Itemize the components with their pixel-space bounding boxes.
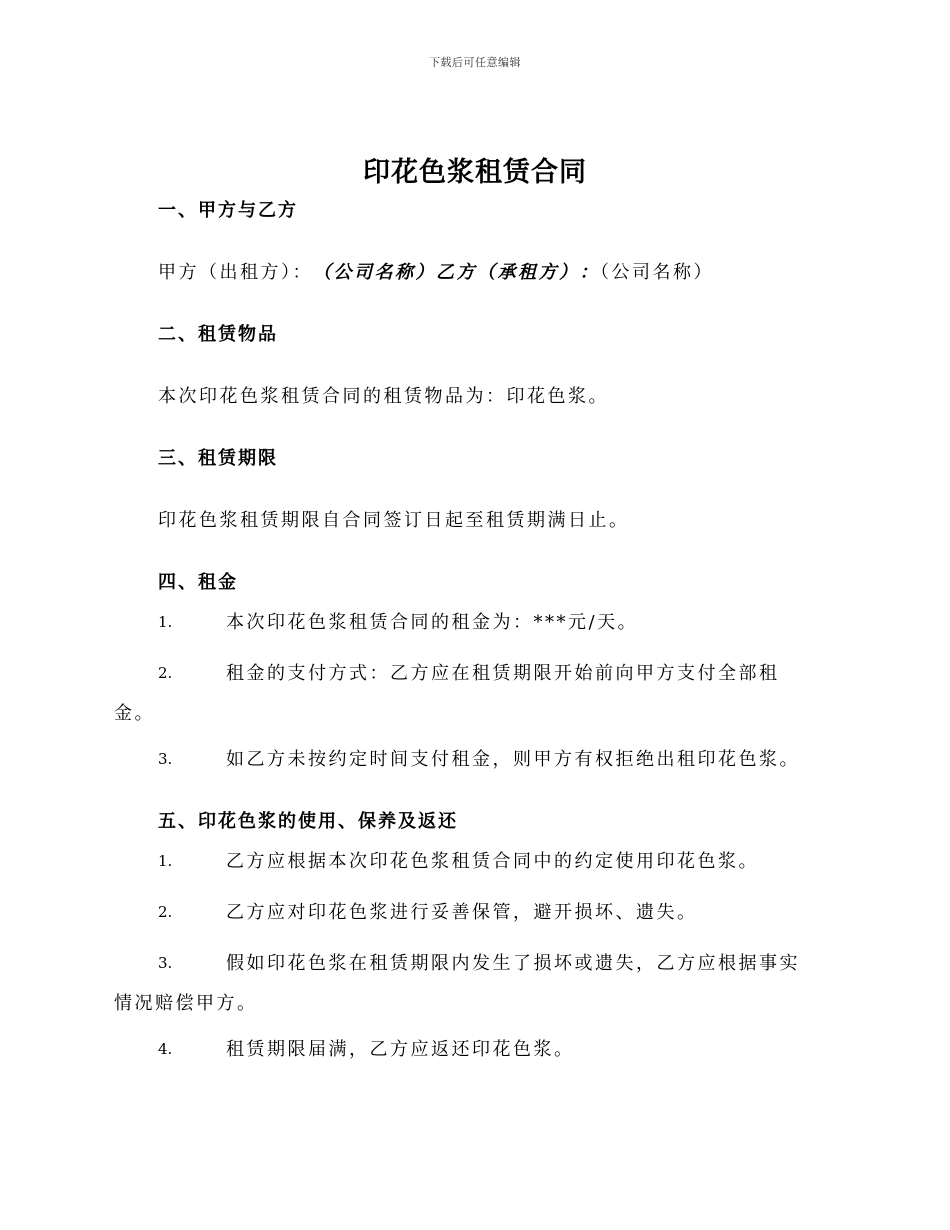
list-item xyxy=(114,887,834,938)
list-number: 4. xyxy=(158,1040,173,1058)
party-b-label: 乙方（承租方）： xyxy=(436,262,600,283)
list-item xyxy=(114,597,834,648)
list-item xyxy=(114,1024,834,1075)
party-line xyxy=(114,247,834,298)
section-heading-term: 三、租赁期限 xyxy=(158,448,278,469)
list-text-continuation: 金。 xyxy=(114,703,155,724)
list-text: 租赁期限届满，乙方应返还印花色浆。 xyxy=(226,1039,575,1060)
list-item xyxy=(114,836,834,887)
list-number: 3. xyxy=(158,954,173,972)
document-body xyxy=(114,196,834,1075)
document-title: 印花色浆租赁合同 xyxy=(363,157,587,188)
section-paragraph-term: 印花色浆租赁期限自合同签订日起至租赁期满日止。 xyxy=(158,510,630,531)
list-number: 3. xyxy=(158,750,173,768)
section-heading-item: 二、租赁物品 xyxy=(158,324,278,345)
section-heading-parties: 一、甲方与乙方 xyxy=(158,200,298,221)
list-item xyxy=(114,648,834,734)
list-text: 租金的支付方式：乙方应在租赁期限开始前向甲方支付全部租 xyxy=(226,663,780,684)
section-paragraph-item: 本次印花色浆租赁合同的租赁物品为：印花色浆。 xyxy=(158,386,609,407)
list-text: 如乙方未按约定时间支付租金，则甲方有权拒绝出租印花色浆。 xyxy=(226,749,800,770)
page-header: 下载后可任意编辑 xyxy=(429,56,521,69)
list-number: 1. xyxy=(158,852,173,870)
list-number: 2. xyxy=(158,664,173,682)
list-text: 乙方应对印花色浆进行妥善保管，避开损坏、遗失。 xyxy=(226,902,698,923)
section-heading-usage: 五、印花色浆的使用、保养及返还 xyxy=(158,811,458,832)
list-number: 1. xyxy=(158,613,173,631)
party-a-name: （公司名称） xyxy=(313,262,436,283)
list-text-continuation: 情况赔偿甲方。 xyxy=(114,993,258,1014)
list-item xyxy=(114,734,834,785)
list-text: 本次印花色浆租赁合同的租金为：***元/天。 xyxy=(226,612,639,633)
section-heading-rent: 四、租金 xyxy=(158,572,238,593)
party-a-label: 甲方（出租方）： xyxy=(158,262,313,283)
party-b-name: （公司名称） xyxy=(600,262,714,283)
list-text: 假如印花色浆在租赁期限内发生了损坏或遗失，乙方应根据事实 xyxy=(226,953,800,974)
list-item xyxy=(114,938,834,1024)
list-number: 2. xyxy=(158,903,173,921)
list-text: 乙方应根据本次印花色浆租赁合同中的约定使用印花色浆。 xyxy=(226,851,759,872)
